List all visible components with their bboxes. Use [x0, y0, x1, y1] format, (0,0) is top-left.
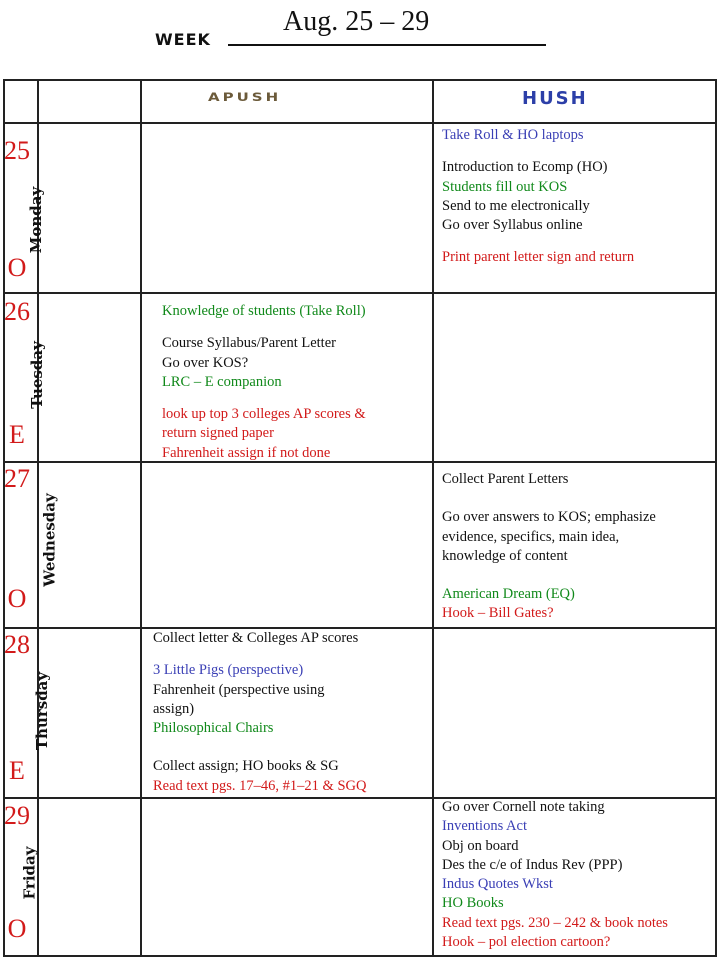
agenda-line: Send to me electronically [442, 197, 590, 214]
agenda-line: HO Books [442, 895, 504, 912]
table-right-border [715, 79, 717, 956]
agenda-line: Read text pgs. 230 – 242 & book notes [442, 914, 668, 931]
line-spacer [442, 235, 634, 248]
day-date: 25 [4, 136, 30, 165]
agenda-line: Knowledge of students (Take Roll) [162, 303, 366, 319]
day-code: E [9, 756, 25, 785]
table-bottom-border [3, 955, 717, 957]
thursday-apush-cell [153, 629, 366, 796]
hush-column-header: HUSH [522, 88, 588, 109]
agenda-line: Introduction to Ecomp (HO) [442, 159, 608, 176]
friday-hush-cell [442, 798, 668, 952]
agenda-line: Go over Syllabus online [442, 217, 583, 234]
row-divider [3, 292, 717, 294]
agenda-line: LRC – E companion [162, 373, 282, 390]
agenda-line: Go over answers to KOS; emphasize [442, 509, 656, 526]
agenda-line: Collect Parent Letters [442, 471, 569, 487]
day-name: Monday [27, 186, 46, 254]
line-spacer [153, 738, 366, 757]
monday-hush-cell [442, 126, 634, 268]
agenda-line: Hook – Bill Gates? [442, 605, 554, 622]
day-code: O [7, 584, 27, 613]
tuesday-apush-cell [162, 302, 366, 463]
apush-column-header: APUSH [208, 90, 282, 104]
agenda-line: assign) [153, 700, 195, 717]
line-spacer [442, 489, 656, 508]
agenda-line: Inventions Act [442, 818, 527, 835]
agenda-line: Fahrenheit (perspective using [153, 681, 325, 698]
agenda-line: Philosophical Chairs [153, 720, 274, 737]
column-divider [140, 79, 142, 956]
day-name: Wednesday [40, 493, 59, 587]
line-spacer [162, 321, 366, 334]
day-date: 28 [4, 630, 30, 659]
agenda-line: Fahrenheit assign if not done [162, 444, 331, 461]
agenda-line: Collect assign; HO books & SG [153, 758, 339, 775]
agenda-line: Print parent letter sign and return [442, 249, 635, 266]
day-code: O [7, 253, 27, 282]
agenda-line: 3 Little Pigs (perspective) [153, 662, 304, 679]
agenda-line: return signed paper [162, 425, 274, 442]
agenda-line: knowledge of content [442, 547, 568, 564]
week-label: WEEK [155, 30, 211, 49]
day-date: 29 [4, 801, 30, 830]
table-top-border [3, 79, 717, 81]
agenda-line: Hook – pol election cartoon? [442, 934, 611, 951]
agenda-line: look up top 3 colleges AP scores & [162, 406, 366, 423]
day-name: Thursday [33, 671, 52, 751]
day-name: Friday [20, 846, 39, 900]
day-date: 27 [4, 464, 30, 493]
column-divider [432, 79, 434, 956]
agenda-line: Students fill out KOS [442, 178, 568, 195]
agenda-line: Indus Quotes Wkst [442, 876, 553, 893]
day-code: E [9, 420, 25, 449]
agenda-line: Course Syllabus/Parent Letter [162, 335, 336, 352]
agenda-line: Go over Cornell note taking [442, 799, 605, 815]
day-code: O [7, 914, 27, 943]
agenda-line: Take Roll & HO laptops [442, 127, 584, 143]
agenda-line: American Dream (EQ) [442, 586, 575, 603]
agenda-line: Read text pgs. 17–46, #1–21 & SGQ [153, 777, 367, 794]
line-spacer [442, 145, 634, 158]
week-dates: Aug. 25 – 29 [283, 6, 430, 37]
agenda-line: Go over KOS? [162, 354, 249, 371]
line-spacer [442, 566, 656, 585]
agenda-line: evidence, specifics, main idea, [442, 528, 620, 545]
header-row-divider [3, 122, 717, 124]
agenda-line: Collect letter & Colleges AP scores [153, 630, 359, 646]
week-underline [228, 44, 546, 46]
day-name: Tuesday [27, 341, 46, 409]
day-date: 26 [4, 297, 30, 326]
agenda-line: Des the c/e of Indus Rev (PPP) [442, 856, 623, 873]
line-spacer [153, 648, 366, 661]
line-spacer [162, 392, 366, 405]
wednesday-hush-cell [442, 470, 656, 624]
agenda-line: Obj on board [442, 837, 519, 854]
